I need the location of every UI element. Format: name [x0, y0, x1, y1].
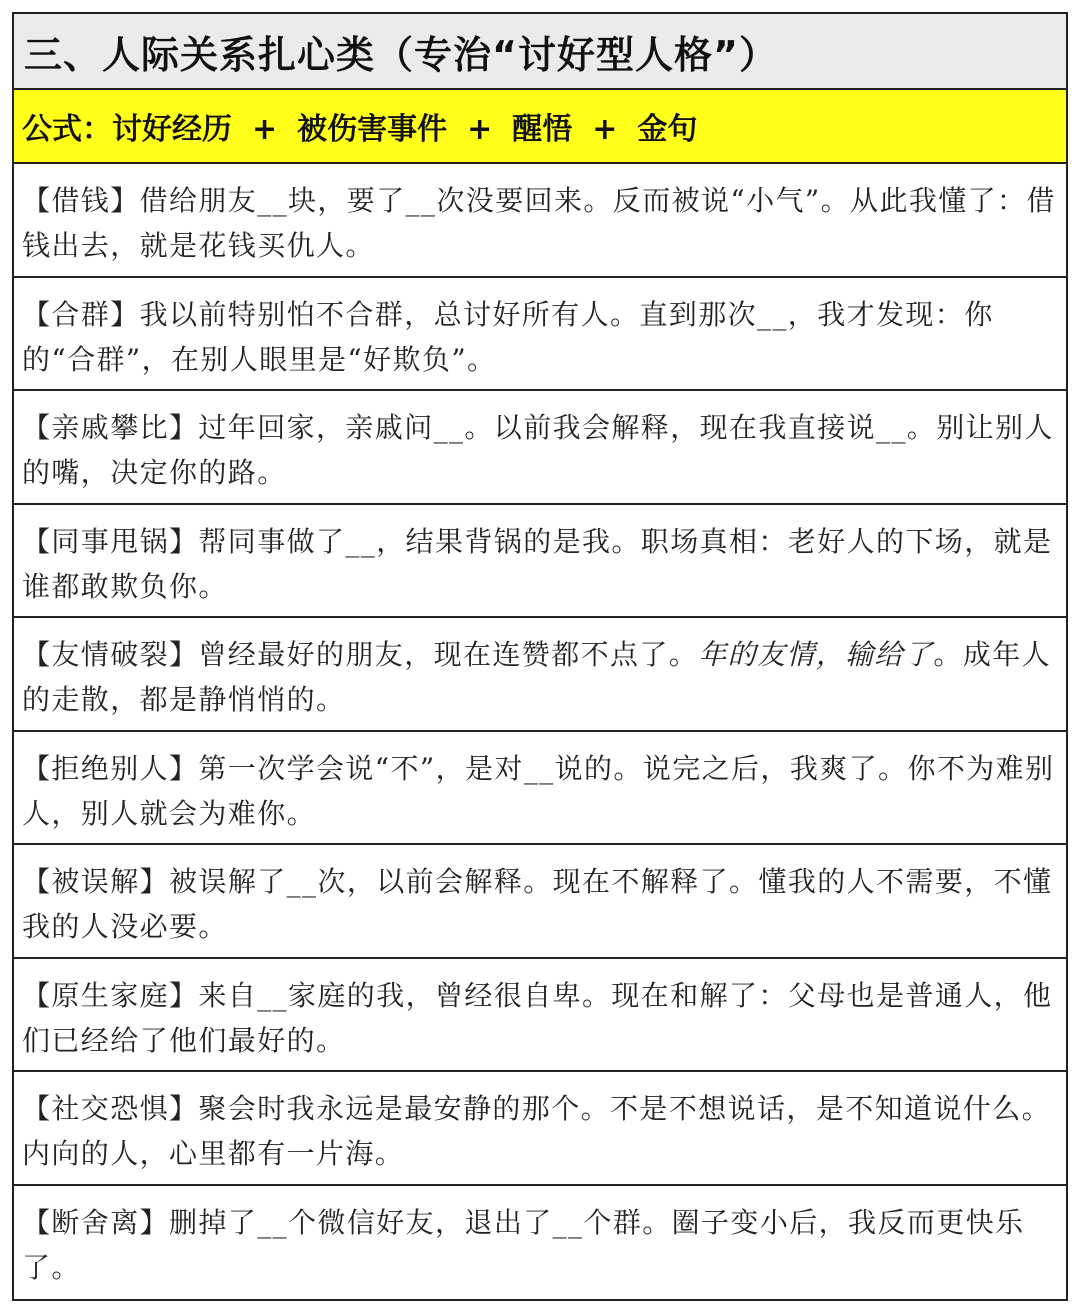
- entry-tag: 【拒绝别人】: [22, 751, 199, 785]
- formula-part: 金句: [637, 112, 698, 147]
- entry-tag: 【社交恐惧】: [22, 1092, 199, 1125]
- entry-tag: 【同事甩锅】: [22, 524, 199, 558]
- entry-text: 帮同事做了__，结果背锅的是我。职场真相：老好人的下场，就是谁都敢欺负你。: [22, 524, 1053, 603]
- entry-row: [14, 1186, 1066, 1300]
- entry-text: 第一次学会说“不”，是对__说的。说完之后，我爽了。你不为难别人，别人就会为难你。: [22, 751, 1055, 830]
- formula-row: [14, 90, 1066, 164]
- entry-row: [14, 278, 1066, 392]
- title-row: [14, 14, 1066, 90]
- entry-row: [14, 845, 1066, 959]
- entry-text: 我以前特别怕不合群，总讨好所有人。直到那次__，我才发现：你的“合群”，在别人眼里是“好欺负”。: [22, 297, 994, 376]
- entry-text: 过年回家，亲戚问__。以前我会解释，现在我直接说__。别让别人的嘴，决定你的路。: [22, 411, 1054, 489]
- section-title: 三、人际关系扎心类（专治“讨好型人格”）: [24, 32, 778, 77]
- entry-text: 被误解了__次，以前会解释。现在不解释了。懂我的人不需要，不懂我的人没必要。: [22, 865, 1053, 943]
- entry-text: 来自__家庭的我，曾经很自卑。现在和解了：父母也是普通人，他们已经给了他们最好的。: [22, 978, 1053, 1057]
- entry-row: [14, 732, 1066, 846]
- entry-tag: 【合群】: [22, 297, 140, 331]
- entry-italic-text: 年的友情，输给了: [698, 638, 934, 671]
- entry-tag: 【原生家庭】: [22, 978, 199, 1012]
- entry-text: 借给朋友__块，要了__次没要回来。反而被说“小气”。从此我懂了：借钱出去，就是花钱买仇人。: [22, 184, 1056, 262]
- content-table: [12, 12, 1068, 1301]
- entry-tag: 【友情破裂】: [22, 638, 199, 671]
- entry-text: 曾经最好的朋友，现在连赞都不点了。: [198, 638, 699, 671]
- entry-tag: 【断舍离】: [22, 1205, 170, 1239]
- formula: [22, 104, 697, 148]
- formula-label: 公式：: [22, 112, 112, 147]
- entry-text-end: 。成年人的走散，都是静悄悄的。: [22, 638, 1052, 716]
- entry-row: [14, 1072, 1066, 1186]
- entry-row: [14, 164, 1066, 278]
- entry-text: 聚会时我永远是最安静的那个。不是不想说话，是不知道说什么。内向的人，心里都有一片海。: [22, 1092, 1052, 1170]
- entry-row: [14, 391, 1066, 505]
- formula-part: 醒悟: [512, 112, 573, 147]
- formula-plus: +: [592, 112, 618, 147]
- entry-tag: 【借钱】: [22, 184, 140, 217]
- entry-tag: 【亲戚攀比】: [22, 411, 199, 444]
- formula-plus: +: [252, 112, 278, 147]
- entry-tag: 【被误解】: [22, 865, 170, 898]
- formula-plus: +: [467, 112, 493, 147]
- entry-row: [14, 505, 1066, 619]
- entry-row: [14, 959, 1066, 1073]
- formula-part: 讨好经历: [112, 112, 232, 147]
- formula-part: 被伤害事件: [297, 112, 448, 147]
- entry-row: [14, 618, 1066, 732]
- entry-text: 删掉了__个微信好友，退出了__个群。圈子变小后，我反而更快乐了。: [22, 1205, 1025, 1284]
